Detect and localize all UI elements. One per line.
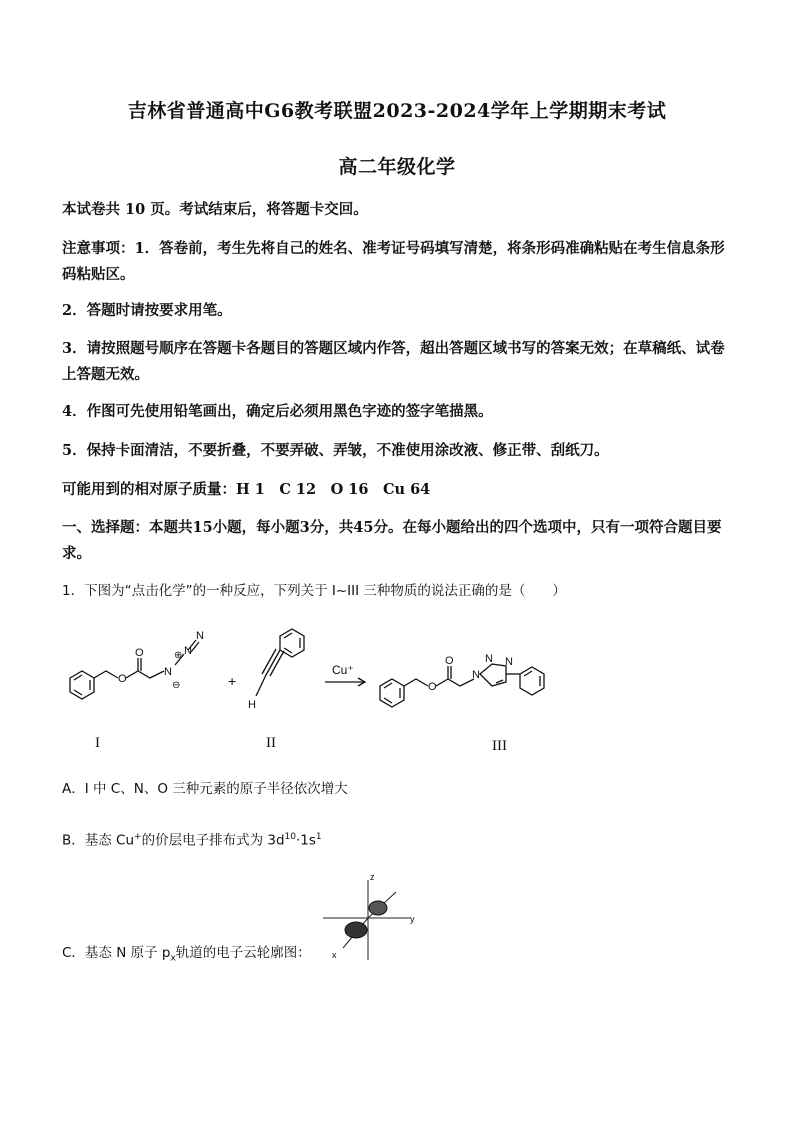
plus-sign: + — [228, 673, 237, 689]
option-c-tail: 轨道的电子云轮廓图： — [175, 945, 311, 961]
compound-label-2: II — [266, 735, 276, 751]
orbital-lobe-lower — [345, 922, 367, 938]
reaction-scheme — [60, 620, 600, 730]
option-b-exp2: 1 — [315, 832, 322, 842]
notice-5: 5．保持卡面清洁，不要折叠，不要弄破、弄皱，不准使用涂改液、修正带、刮纸刀。 — [62, 442, 609, 459]
compound-1-plus-charge: ⊕ — [174, 650, 183, 661]
compound-1-oxygen-carbonyl: O — [135, 647, 144, 659]
option-b-middle: 的价层电子排布式为 3d — [141, 832, 285, 849]
compound-3-n1: N — [472, 669, 480, 681]
axis-y-label: y — [410, 914, 415, 924]
axis-z-label: z — [370, 872, 375, 882]
exam-title: 吉林省普通高中G6教考联盟2023-2024学年上学期期末考试 — [127, 100, 667, 122]
option-b — [62, 826, 734, 852]
intro-pages: 本试卷共 10 页。考试结束后，将答题卡交回。 — [62, 201, 368, 218]
catalyst-label: Cu⁺ — [332, 663, 354, 677]
option-b-exp: 10 — [284, 832, 296, 842]
option-b-tail: ·1s — [296, 832, 316, 849]
compound-3-oxygen-ester: O — [428, 681, 437, 693]
compound-2-hydrogen: H — [248, 699, 256, 711]
compound-label-3: III — [492, 738, 507, 754]
option-c — [62, 942, 734, 970]
compound-1-n2: N — [184, 645, 192, 657]
orbital-lobe-upper — [369, 901, 387, 915]
axis-x-label: x — [332, 950, 337, 960]
compound-1-oxygen-ester: O — [118, 673, 127, 685]
option-b-prefix: B．基态 Cu — [62, 832, 135, 849]
option-c-prefix: C．基态 N 原子 p — [62, 945, 171, 961]
compound-3-n2: N — [485, 653, 493, 665]
option-c-sub: x — [170, 953, 176, 964]
section-1-heading: 一、选择题：本题共15小题，每小题3分，共45分。在每小题给出的四个选项中，只有一项符合题目要求。 — [62, 519, 722, 562]
compound-3-oxygen-carbonyl: O — [445, 655, 454, 667]
option-b-charge: + — [134, 832, 142, 842]
triazole-ring — [480, 664, 506, 686]
option-a: A．I 中 C、N、O 三种元素的原子半径依次增大 — [62, 781, 348, 797]
exam-subtitle: 高二年级化学 — [338, 156, 456, 178]
question-1-stem: 1．下图为“点击化学”的一种反应，下列关于 I~III 三种物质的说法正确的是（ ） — [62, 583, 566, 599]
compound-1-nitrogen: N — [164, 666, 172, 678]
atomic-masses: 可能用到的相对原子质量：H 1 C 12 O 16 Cu 64 — [62, 481, 431, 498]
notice-3: 3．请按照题号顺序在答题卡各题目的答题区域内作答，超出答题区域书写的答案无效；在草稿纸、试卷上答题无效。 — [62, 340, 725, 383]
compound-1-minus-charge: ⊖ — [172, 680, 181, 691]
notice-1: 注意事项：1．答卷前，考生先将自己的姓名、准考证号码填写清楚，将条形码准确粘贴在考生信息条形码粘贴区。 — [62, 240, 725, 283]
compound-1-n3: N — [196, 630, 204, 642]
compound-label-1: I — [95, 735, 100, 751]
compound-3-n3: N — [505, 656, 513, 668]
notice-2: 2．答题时请按要求用笔。 — [62, 302, 232, 319]
notice-4: 4．作图可先使用铅笔画出，确定后必须用黑色字迹的签字笔描黑。 — [62, 403, 493, 420]
